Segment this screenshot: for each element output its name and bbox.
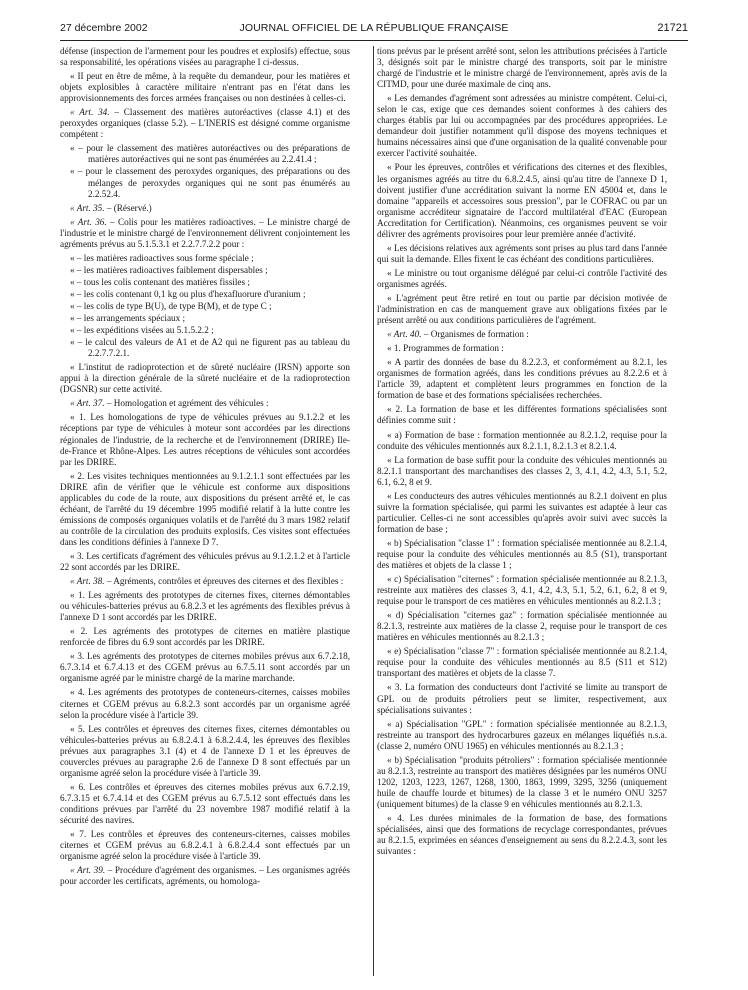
paragraph-text: – (Réservé.) [104,202,152,213]
list-item: « – pour le classement des matières autoréactives ou des préparations de matières autoréactives qui ne sont pas énumérées au 2.2.41.4 ; [70,143,350,165]
article-paragraph [60,865,350,887]
paragraph [377,357,667,401]
paragraph [60,782,350,826]
paragraph-text: « a) Formation de base : formation mentionnée au 8.2.1.2, requise pour la conduite des véhicules mentionnés aux 8.2.1.1, 8.2.1.3 et 8.2.1.4. [377,429,667,451]
article-heading: « Art. 39. [70,865,106,876]
paragraph-text: « A partir des données de base du 8.2.2.3, et conformément au 8.2.1, les organismes de formation agréés, dans les conditions prévues au 8.2.2.6 et à l'article 39, adaptent et complètent leurs programmes en fonction de la formation de base et des formations spécialisées recherchées. [377,357,667,401]
paragraph-text: « d) Spécialisation "citernes gaz" : formation spécialisée mentionnée au 8.2.1.3, restreinte aux matières de la classe 2, requise pour le transport de ces matières en véhicules mentionnés au 8.2.1.3 ; [377,610,667,643]
paragraph-text: « 3. Les agréments des prototypes de citernes mobiles prévus aux 6.7.2.18, 6.7.3.14 et 6.7.4.13 et des CGEM prévus au 6.7.5.11 sont accordés par un organisme agréé par le ministre chargé de la marine marchande. [60,651,350,684]
article-paragraph [60,203,350,214]
paragraph-text: « 2. La formation de base et les différentes formations spécialisées sont définies comme suit : [377,404,667,426]
paragraph-text: – Organismes de formation : [421,329,529,340]
paragraph [60,71,350,104]
paragraph [377,755,667,810]
paragraph [377,574,667,607]
article-heading: « Art. 37. [70,398,105,409]
paragraph-text: « 4. Les durées minimales de la formation de base, des formations spécialisées, ainsi que des formations de recyclage correspondantes, prévues au 8.2.1.5, exprimées en séances d'enseignement au sens du 8.2.2.4.3, sont les suivantes : [377,813,667,857]
article-heading: « Art. 35. [70,202,105,213]
paragraph-text: « 2. Les visites techniques mentionnées au 9.1.2.1.1 sont effectuées par les DRIRE afin de vérifier que le véhicule est conforme aux dispositions applicables du code de la route, aux dispositions du présent arrêté et, le cas échéant, de l'arrêté du 19 décembre 1995 modifié relatif à la lutte contre les émissions de composés organiques volatils et de l'arrêté du 3 mars 1982 relatif au contrôle de la circulation des produits explosifs. Ces visites sont effectuées dans les conditions définies à l'annexe D 7. [60,470,350,547]
article-paragraph [60,217,350,250]
paragraph-text: « 7. Les contrôles et épreuves des conteneurs-citernes, caisses mobiles citernes et CGEM prévus au 6.8.2.4.1 à 6.8.2.4.4 sont effectués par un organisme agréé selon la procédure visée à l'article 39. [60,829,350,862]
list-item: « – les matières radioactives sous forme spéciale ; [70,252,254,263]
list-item: « – les matières radioactives faiblement dispersables ; [70,264,268,275]
article-paragraph [60,576,350,587]
paragraph-text: « 2. Les agréments des prototypes de citernes en matière plastique renforcée de fibres du 6.9 sont accordés par les DRIRE. [60,626,350,648]
paragraph [60,412,350,467]
paragraph [60,590,350,623]
header-rule [60,40,688,41]
paragraph [60,651,350,684]
list-item: « – les arrangements spéciaux ; [70,313,186,324]
paragraph-text: – Homologation et agrément des véhicules : [104,398,269,409]
article-heading: « Art. 34. [70,107,110,118]
paragraph [377,538,667,571]
paragraph-text: – Agréments, contrôles et épreuves des citernes et des flexibles : [104,576,344,587]
paragraph [377,243,667,265]
paragraph [60,471,350,548]
paragraph-text: « 6. Les contrôles et épreuves des citernes mobiles prévus aux 6.7.2.19, 6.7.3.15 et 6.7.4.14 et des CGEM prévus au 6.7.5.12 sont effectués dans les conditions prévues par l'arrêté du 23 novembre 1987 modifié relatif à la sécurité des navires. [60,781,350,825]
paragraph [377,343,667,354]
article-paragraph [60,107,350,140]
paragraph-text: « c) Spécialisation "citernes" : formation spécialisée mentionnée au 8.2.1.3, restreinte aux matières des classes 3, 4.1, 4.2, 4.3, 5.1, 5.2, 6.1, 6.2, 8 et 9, requise pour le transport de ces matières en véhicules mentionnés au 8.2.1.3 ; [377,574,667,607]
paragraph-text: « Les décisions relatives aux agréments sont prises au plus tard dans l'année qui suit la demande. Elles fixent le cas échéant des conditions particulières. [377,242,667,264]
paragraph-text: – Procédure d'agrément des organismes. – Les organismes agréés pour accorder les certificats, agréments, ou homologa- [60,865,350,887]
header-page-number: 21721 [657,22,688,34]
right-column [377,46,667,976]
paragraph [377,93,667,159]
paragraph [377,719,667,752]
paragraph-text: – Colis pour les matières radioactives. – Le ministre chargé de l'industrie et le ministre chargé de l'environnement délivrent conjointement les agréments prévus au 5.1.5.3.1 et 2.2.7.7.2.2 pour : [60,216,350,249]
paragraph [377,404,667,426]
paragraph-text: « b) Spécialisation "classe 1" : formation spécialisée mentionnée au 8.2.1.4, requise pour la conduite des véhicules mentionnés au 8.5 (S1), transportant des matières et objets de la classe 1 ; [377,537,667,571]
paragraph [377,813,667,857]
paragraph-text: – Classement des matières autoréactives (classe 4.1) et des peroxydes organiques (classe 5.2). – L'INERIS est désigné comme organisme compétent : [60,107,350,140]
paragraph-text: « 3. La formation des conducteurs dont l'activité se limite au transport de GPL ou de produits pétroliers peut se limiter, respectivement, aux spécialisations suivantes : [377,682,667,715]
paragraph [377,293,667,326]
paragraph [60,551,350,573]
paragraph [377,491,667,535]
list-item: « – les colis contenant 0,1 kg ou plus d'hexafluorure d'uranium ; [70,288,306,299]
paragraph-text: tions prévus par le présent arrêté sont, selon les attributions précisées à l'article 3, désignés soit par le ministre chargé des transports, soit par le ministre chargé de l'industrie et le ministre chargé de l'environnement, après avis de la CITMD, pour une durée maximale de cinq ans. [377,46,667,90]
paragraph [377,455,667,488]
column-divider [373,46,374,976]
paragraph-text: « 1. Les agréments des prototypes de citernes fixes, citernes démontables ou véhicules-batteries prévus au 6.8.2.3 et les agréments des flexibles prévus à l'annexe D 1 sont accordés par les DRIRE. [60,590,350,623]
paragraph [377,430,667,452]
header-journal-title: JOURNAL OFFICIEL DE LA RÉPUBLIQUE FRANÇAISE [239,22,509,34]
list-item: « – les colis de type B(U), de type B(M), et de type C ; [70,300,272,311]
list-item: « – pour le classement des peroxydes organiques, des préparations ou des mélanges de peroxydes organiques qui ne sont pas énumérés au 2.2.52.4. [70,166,350,199]
paragraph-text: « La formation de base suffit pour la conduite des véhicules mentionnés au 8.2.1.1 transportant des marchandises des classes 2, 3, 4.1, 4.2, 4.3, 5.1, 5.2, 6.1, 6.2, 8 et 9. [377,454,667,487]
list-item: « – les expéditions visées au 5.1.5.2.2 ; [70,325,214,336]
paragraph-text: « a) Spécialisation "GPL" : formation spécialisée mentionnée au 8.2.1.3, restreinte au transport des hydrocarbures gazeux en mélanges liquéfiés n.s.a. (classe 2, numéro ONU 1965) en véhicules mentionnés au 8.2.1.3 ; [377,718,667,751]
article-paragraph [377,329,667,340]
paragraph-text: « L'institut de radioprotection et de sûreté nucléaire (IRSN) apporte son appui à la direction générale de la sûreté nucléaire et de la radioprotection (DGSNR) sur cette activité. [60,362,350,395]
paragraph-text: « Les conducteurs des autres véhicules mentionnés au 8.2.1 doivent en plus suivre la formation spécialisée, qui parmi les suivantes est adaptée à leur cas particulier. Celles-ci ne sont accessibles qu'après avoir suivi avec succès la formation de base ; [377,490,667,534]
paragraph-text: « Pour les épreuves, contrôles et vérifications des citernes et des flexibles, les organismes agréés au titre du 6.8.2.4.5, ainsi qu'au titre de l'annexe D 1, doivent justifier d'une accréditation suivant la norme EN 45004 et, dans le domaine "appareils et accessoires sous pression", par le COFRAC ou par un organisme accréditeur signataire de l'accord multilatéral d'EAC (European Accreditation for Certification). Néanmoins, ces organismes peuvent se voir délivrer des agréments provisoires pour leur première année d'activité. [377,162,667,239]
paragraph [60,362,350,395]
page-header [60,18,688,38]
left-column [60,46,350,976]
article-paragraph [60,398,350,409]
paragraph [60,687,350,720]
article-heading: « Art. 40. [387,329,422,340]
paragraph [377,46,667,90]
paragraph-text: « 5. Les contrôles et épreuves des citernes fixes, citernes démontables ou véhicules-batteries prévus au 6.8.2.4.1 à 6.8.2.4.4, les épreuves des flexibles prévues aux paragraphes 3.1 (4) et 4 de l'annexe D 1 et les épreuves de couvercles prévues au paragraphe 2.6 de l'annexe D 8 sont effectués par un organisme agréé selon la procédure visée à l'article 39. [60,723,350,778]
header-date: 27 décembre 2002 [60,22,148,34]
paragraph-text: « Le ministre ou tout organisme délégué par celui-ci contrôle l'activité des organismes agréés. [377,267,667,289]
paragraph-text: « 1. Programmes de formation : [387,343,504,354]
paragraph-text: « L'agrément peut être retiré en tout ou partie par décision motivée de l'administration en cas de manquement grave aux obligations fixées par le présent arrêté ou aux conditions particulières de l'agrément. [377,292,667,326]
paragraph-text: « II peut en être de même, à la requête du demandeur, pour les matières et objets explosibles à caractère militaire n'entrant pas en l'état dans les approvisionnements des forces armées françaises ou non destinées à celles-ci. [60,71,350,104]
paragraph [377,268,667,290]
list-item: « – tous les colis contenant des matières fissiles ; [70,276,250,287]
paragraph-text: « 3. Les certificats d'agrément des véhicules prévus au 9.1.2.1.2 et à l'article 22 sont accordés par les DRIRE. [60,550,350,573]
article-heading: « Art. 38. [70,576,105,587]
paragraph-text: « b) Spécialisation "produits pétroliers" : formation spécialisée mentionnée au 8.2.1.3, restreinte au transport des matières désignées par les numéros ONU 1202, 1203, 1223, 1267, 1268, 1300, 1863, 1999, 3295, 3256 (uniquement huile de chauffe lourde et bitumes) de la classe 3 et le numéro ONU 3257 (uniquement bitumes) de la classe 9 en véhicules mentionnés au 8.2.1.3. [377,754,667,809]
paragraph-text: « 1. Les homologations de type de véhicules prévues au 9.1.2.2 et les réceptions par type de véhicules à moteur sont accordées par les directions régionales de l'industrie, de la recherche et de l'environnement (DRIRE) Ile-de-France et Rhône-Alpes. Les autres réceptions de véhicules sont accordées par les DRIRE. [60,412,350,467]
paragraph [60,829,350,862]
paragraph [377,646,667,679]
paragraph [377,610,667,643]
dash-list [60,253,350,359]
paragraph [377,682,667,715]
article-heading: « Art. 36. [70,216,107,227]
paragraph [60,724,350,779]
paragraph [377,162,667,239]
list-item: « – le calcul des valeurs de A1 et de A2 qui ne figurent pas au tableau du 2.2.7.7.2.1. [70,337,350,359]
paragraph [60,46,350,68]
dash-list [60,143,350,199]
paragraph [60,626,350,648]
paragraph-text: « e) Spécialisation "classe 7" : formation spécialisée mentionnée au 8.2.1.4, requise pour la conduite des véhicules mentionnés au 8.5 (S11 et S12) transportant des matières et objets de la classe 7. [377,646,667,679]
paragraph-text: « 4. Les agréments des prototypes de conteneurs-citernes, caisses mobiles citernes et CGEM prévus au 6.8.2.3 sont accordés par un organisme agréé selon la procédure visée à l'article 39. [60,687,350,720]
paragraph-text: défense (inspection de l'armement pour les poudres et explosifs) effectue, sous sa responsabilité, les opérations visées au paragraphe I ci-dessus. [60,46,350,68]
paragraph-text: « Les demandes d'agrément sont adressées au ministre compétent. Celui-ci, selon le cas, exige que ces demandes soient conformes à des cahiers des charges établis par lui ou accompagnées par des procédures appropriées. Le demandeur doit justifier notamment qu'il dispose des moyens techniques et humains nécessaires ainsi que d'une organisation de la qualité convenable pour exercer l'activité souhaitée. [377,93,667,159]
